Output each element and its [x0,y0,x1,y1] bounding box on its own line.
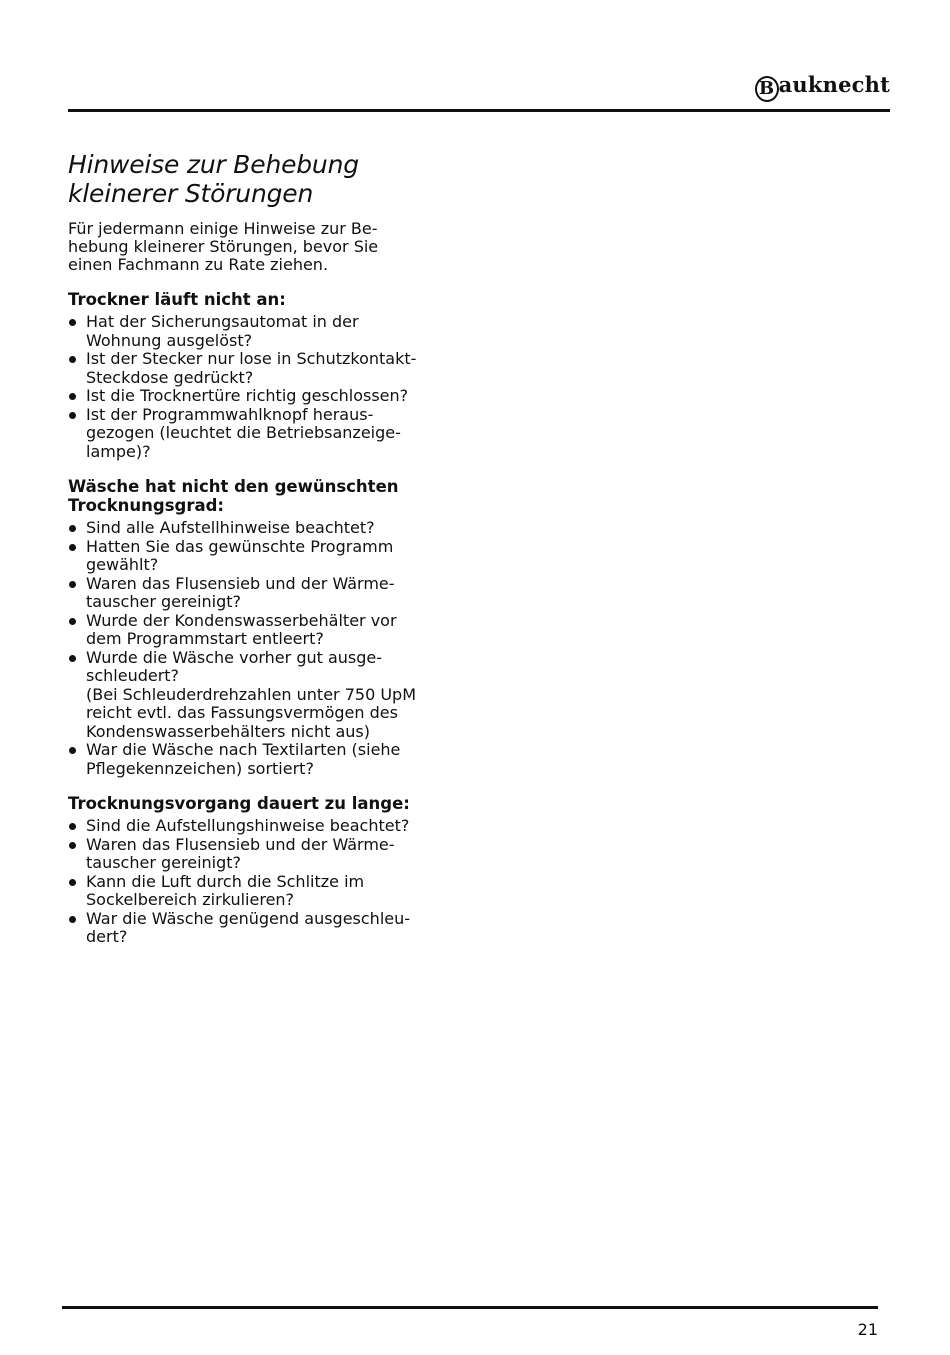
footer-rule [62,1306,878,1309]
list-item: Hatten Sie das gewünschte Programm gewählt? [68,538,468,575]
main-content [68,150,468,947]
section-too-long [68,794,468,947]
section-heading: Wäsche hat nicht den gewünschten Trocknungsgrad: [68,477,399,515]
list-item: Wurde die Wäsche vorher gut ausge- schleudert? (Bei Schleuderdrehzahlen unter 750 UpM reicht evtl. das Fassungsvermögen des Kondenswasserbehälters nicht aus) [68,649,468,742]
bullet-list [68,313,468,461]
header-rule [68,109,890,112]
section-heading: Trocknungsvorgang dauert zu lange: [68,794,410,813]
bullet-list [68,519,468,778]
list-item: Wurde der Kondenswasserbehälter vor dem Programmstart entleert? [68,612,468,649]
list-item: Ist die Trocknertüre richtig geschlossen? [68,387,468,406]
intro-text: Für jedermann einige Hinweise zur Be- hebung kleinerer Störungen, bevor Sie einen Fachmann zu Rate ziehen. [68,219,379,274]
list-item: Hat der Sicherungsautomat in der Wohnung ausgelöst? [68,313,468,350]
logo-emblem: B [755,76,779,102]
list-item: Sind alle Aufstellhinweise beachtet? [68,519,468,538]
list-item: Kann die Luft durch die Schlitze im Sockelbereich zirkulieren? [68,873,468,910]
list-item: Ist der Stecker nur lose in Schutzkontakt- Steckdose gedrückt? [68,350,468,387]
bullet-list [68,817,468,947]
page-number: 21 [857,1320,878,1339]
list-item: Waren das Flusensieb und der Wärme- tauscher gereinigt? [68,836,468,873]
list-item: War die Wäsche nach Textilarten (siehe Pflegekennzeichen) sortiert? [68,741,468,778]
page-title: Hinweise zur Behebung kleinerer Störungen [68,150,359,208]
section-not-starting [68,290,468,461]
section-drying-degree [68,477,468,778]
list-item: Ist der Programmwahlknopf heraus- gezogen (leuchtet die Betriebsanzeige- lampe)? [68,406,468,462]
brand-logo [755,74,890,102]
section-heading: Trockner läuft nicht an: [68,290,286,309]
list-item: Waren das Flusensieb und der Wärme- tauscher gereinigt? [68,575,468,612]
list-item: Sind die Aufstellungshinweise beachtet? [68,817,468,836]
list-item: War die Wäsche genügend ausgeschleu- dert? [68,910,468,947]
logo-text: auknecht [778,72,890,97]
